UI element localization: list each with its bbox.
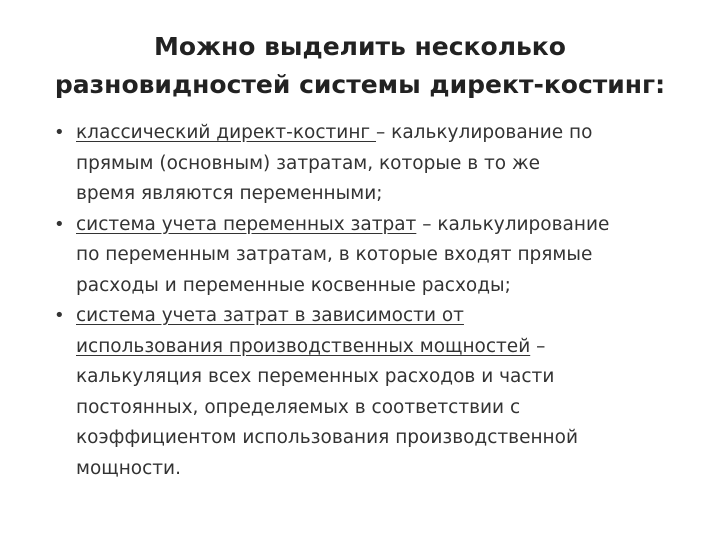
- bullet-line: прямым (основным) затратам, которые в то же: [76, 152, 541, 174]
- bullet-line: [76, 118, 702, 149]
- term-capacity-costing-line-1: система учета затрат в зависимости от: [76, 305, 464, 326]
- bullet-line: калькуляция всех переменных расходов и части: [76, 366, 555, 387]
- bullet-icon: •: [54, 213, 65, 235]
- bullet-line: по переменным затратам, в которые входят прямые: [76, 244, 593, 265]
- bullet-line: расходы и переменные косвенные расходы;: [76, 274, 511, 296]
- definition-text: –: [530, 335, 546, 357]
- bullet-line: [76, 210, 702, 241]
- title-line-1: Можно выделить несколько: [154, 32, 566, 61]
- bullet-icon: •: [54, 305, 65, 326]
- bullet-item-classic-direct-costing: [52, 118, 702, 210]
- term-variable-costing: система учета переменных затрат: [76, 213, 417, 235]
- bullet-line: коэффициентом использования производственной: [76, 427, 578, 448]
- bullet-line: [76, 332, 702, 363]
- bullet-list: [52, 118, 702, 484]
- bullet-line: мощности.: [76, 457, 181, 479]
- title-line-2: разновидностей системы директ-костинг:: [54, 70, 666, 99]
- definition-text: – калькулирование: [416, 213, 610, 235]
- bullet-line: постоянных, определяемых в соответствии с: [76, 396, 521, 418]
- slide-title: [20, 28, 700, 104]
- term-capacity-costing-line-2: использования производственных мощностей: [76, 335, 531, 357]
- bullet-item-variable-costing: [52, 210, 702, 302]
- term-classic-direct-costing: классический директ-костинг: [76, 122, 377, 143]
- bullet-line: время являются переменными;: [76, 183, 383, 204]
- definition-text: – калькулирование по: [376, 122, 593, 143]
- bullet-icon: •: [54, 122, 65, 143]
- bullet-item-capacity-costing: [52, 301, 702, 484]
